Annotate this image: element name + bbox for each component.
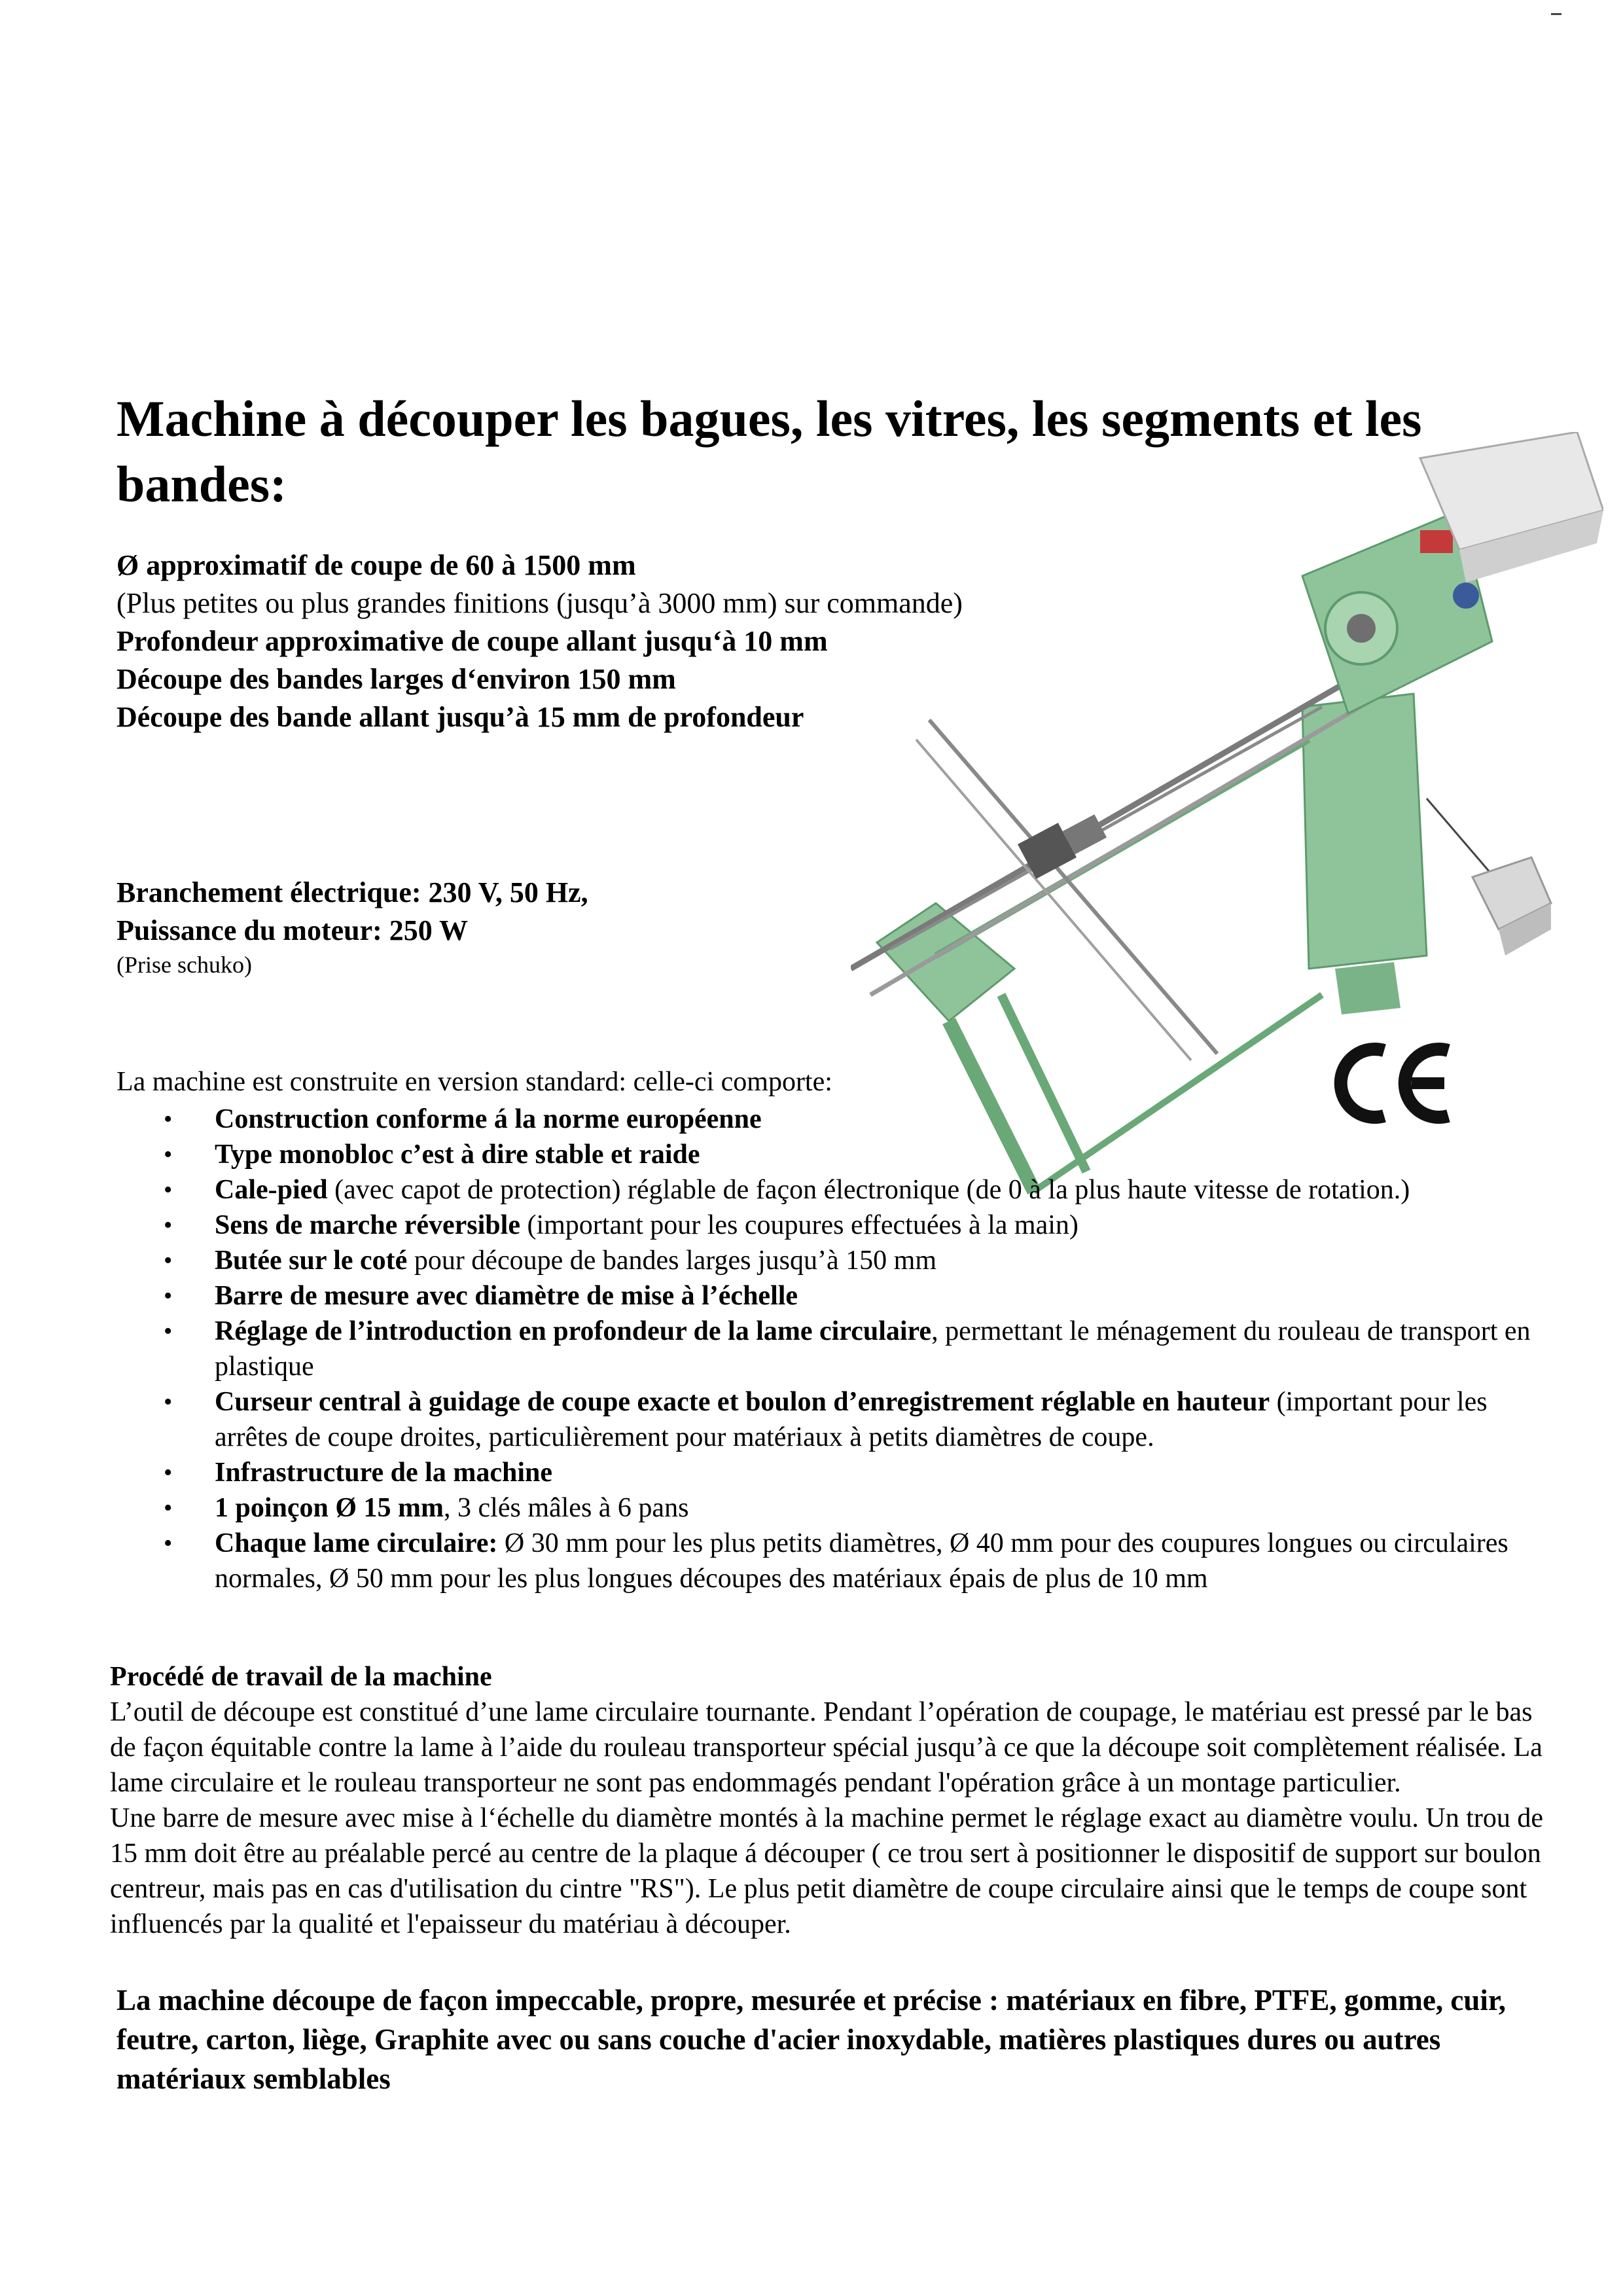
plug-type: (Prise schuko) bbox=[116, 952, 252, 978]
feature-bold-label: Réglage de l’introduction en profondeur de la lame circulaire bbox=[215, 1316, 932, 1346]
feature-bold-label: Butée sur le coté bbox=[215, 1246, 408, 1276]
scan-mark bbox=[1551, 13, 1561, 15]
bullet-icon: • bbox=[164, 1494, 173, 1522]
feature-bold-label: Chaque lame circulaire: bbox=[215, 1528, 498, 1558]
feature-item bbox=[116, 1490, 1543, 1526]
feature-item bbox=[116, 1208, 1543, 1243]
feature-item bbox=[116, 1314, 1543, 1384]
feature-item bbox=[116, 1102, 1543, 1137]
process-heading: Procédé de travail de la machine bbox=[110, 1662, 492, 1692]
feature-item bbox=[116, 1278, 1543, 1314]
feature-list bbox=[116, 1102, 1543, 1596]
feature-detail: (avec capot de protection) réglable de façon électronique (de 0 à la plus haute vitesse de rotation.) bbox=[327, 1175, 1410, 1205]
process-paragraph-2: Une barre de mesure avec mise à l‘échelle du diamètre montés à la machine permet le réglage exact au diamètre voulu. Un trou de 15 mm doit être au préalable percé au centre de la plaque á découper ( ce trou sert à positionner le dispositif de support sur boulon centreur, mais pas en cas d'utilisation du cintre "RS"). Le plus petit diamètre de coupe circulaire ainsi que le temps de coupe sont influencés par la qualité et l'epaisseur du matériau à découper. bbox=[110, 1803, 1544, 1939]
feature-detail: , 3 clés mâles à 6 pans bbox=[444, 1493, 689, 1523]
feature-item bbox=[116, 1526, 1543, 1596]
feature-bold-label: 1 poinçon Ø 15 mm bbox=[215, 1493, 444, 1523]
conclusion-text: La machine découpe de façon impeccable, propre, mesurée et précise : matériaux en fibre, PTFE, gomme, cuir, feutre, carton, liège, Graphite avec ou sans couche d'acier inoxydable, matières plastiques dures ou autres matériaux semblables bbox=[116, 1984, 1506, 2095]
bullet-icon: • bbox=[164, 1141, 173, 1168]
spec-cut-depth: Profondeur approximative de coupe allant jusqu‘à 10 mm bbox=[116, 625, 828, 657]
bullet-icon: • bbox=[164, 1459, 173, 1486]
feature-item bbox=[116, 1137, 1543, 1172]
standard-version-intro: La machine est construite en version standard: celle-ci comporte: bbox=[116, 1067, 832, 1097]
electrical-connection: Branchement électrique: 230 V, 50 Hz, bbox=[116, 876, 588, 908]
feature-detail: pour découpe de bandes larges jusqu’à 150 mm bbox=[407, 1246, 936, 1276]
feature-detail: , permettant le ménagement du rouleau de transport en plastique bbox=[215, 1316, 1531, 1382]
motor-power: Puissance du moteur: 250 W bbox=[116, 914, 468, 946]
feature-detail: (important pour les coupures effectuées à la main) bbox=[520, 1210, 1079, 1240]
bullet-icon: • bbox=[164, 1530, 173, 1557]
feature-bold-label: Curseur central à guidage de coupe exacte et boulon d’enregistrement réglable en hauteur bbox=[215, 1387, 1270, 1417]
bullet-icon: • bbox=[164, 1176, 173, 1204]
feature-detail: (important pour les arrêtes de coupe droites, particulièrement pour matériaux à petits diamètres de coupe. bbox=[215, 1387, 1488, 1452]
spec-strip-width: Découpe des bandes larges d‘environ 150 mm bbox=[116, 663, 676, 695]
feature-bold-label: Sens de marche réversible bbox=[215, 1210, 520, 1240]
feature-bold-label: Cale-pied bbox=[215, 1175, 328, 1205]
spec-cut-diameter: Ø approximatif de coupe de 60 à 1500 mm bbox=[116, 549, 636, 581]
bullet-icon: • bbox=[164, 1318, 173, 1345]
bullet-icon: • bbox=[164, 1105, 173, 1133]
bullet-icon: • bbox=[164, 1282, 173, 1310]
spec-custom-finish: (Plus petites ou plus grandes finitions (jusqu’à 3000 mm) sur commande) bbox=[116, 587, 963, 619]
bullet-icon: • bbox=[164, 1211, 173, 1239]
feature-item bbox=[116, 1243, 1543, 1278]
feature-item bbox=[116, 1455, 1543, 1490]
page-title: Machine à découper les bagues, les vitres, les segments et les bandes: bbox=[116, 390, 1422, 512]
spec-strip-depth: Découpe des bande allant jusqu’à 15 mm de profondeur bbox=[116, 701, 804, 733]
feature-detail: Ø 30 mm pour les plus petits diamètres, Ø 40 mm pour des coupures longues ou circulaires normales, Ø 50 mm pour les plus longues découpes des matériaux épais de plus de 10 mm bbox=[215, 1528, 1508, 1594]
feature-item bbox=[116, 1384, 1543, 1455]
feature-item bbox=[116, 1172, 1543, 1208]
feature-bold-label: Type monobloc c’est à dire stable et raide bbox=[215, 1139, 700, 1170]
feature-bold-label: Construction conforme á la norme européenne bbox=[215, 1104, 762, 1134]
process-section bbox=[110, 1659, 1550, 1942]
process-paragraph-1: L’outil de découpe est constitué d’une lame circulaire tournante. Pendant l’opération de coupage, le matériau est pressé par le bas de façon équitable contre la lame à l’aide du rouleau transporteur spécial jusqu’à ce que la découpe soit complètement réalisée. La lame circulaire et le rouleau transporteur ne sont pas endommagés pendant l'opération grâce à un montage particulier. bbox=[110, 1697, 1543, 1798]
bullet-icon: • bbox=[164, 1247, 173, 1274]
feature-bold-label: Infrastructure de la machine bbox=[215, 1458, 552, 1488]
bullet-icon: • bbox=[164, 1388, 173, 1416]
feature-bold-label: Barre de mesure avec diamètre de mise à l’échelle bbox=[215, 1281, 798, 1311]
